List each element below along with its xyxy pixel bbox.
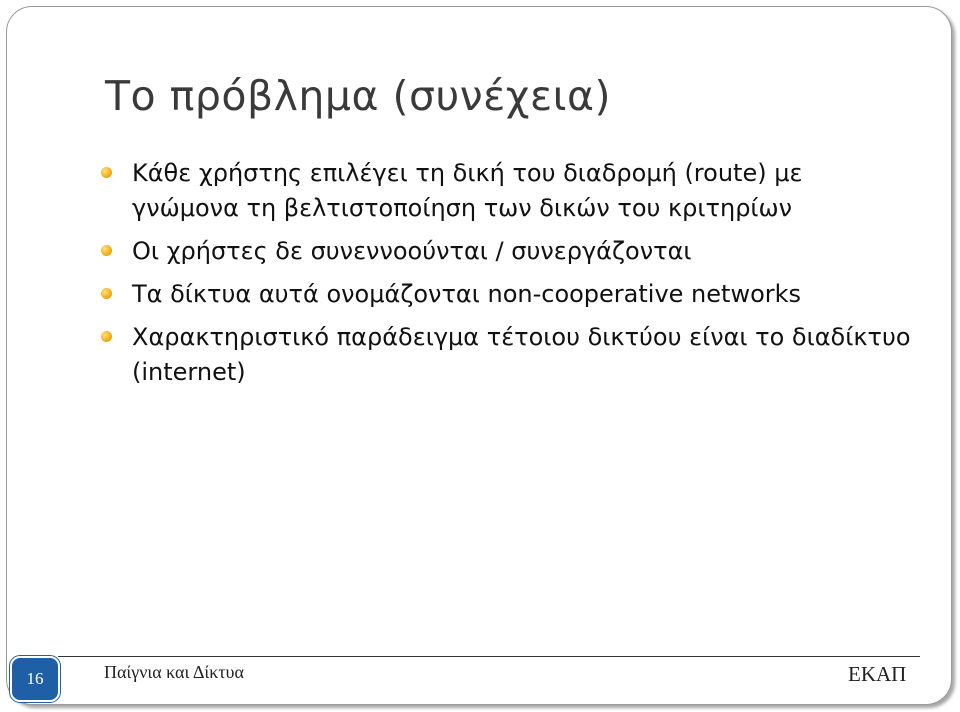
bullet-item: [132, 234, 912, 269]
page-number: 16: [26, 669, 44, 688]
bullet-dot-icon: [101, 331, 112, 342]
page-number-badge: [10, 656, 60, 702]
bullet-item: [132, 156, 912, 226]
bullet-text: Οι χρήστες δε συνεννοούνται / συνεργάζονται: [132, 237, 692, 265]
bullet-text: Κάθε χρήστης επιλέγει τη δική του διαδρομή (route) με γνώμονα τη βελτιστοποίηση των δικών του κριτηρίων: [132, 159, 803, 222]
footer-course-name: Παίγνια και Δίκτυα: [104, 662, 244, 682]
footer-divider: [58, 656, 920, 657]
bullet-text: Χαρακτηριστικό παράδειγμα τέτοιου δικτύου είναι το διαδίκτυο (internet): [132, 323, 911, 386]
bullet-list: [132, 156, 912, 398]
slide-title: Το πρόβλημα (συνέχεια): [105, 72, 612, 120]
bullet-item: [132, 320, 912, 390]
footer-org: ΕΚΑΠ: [848, 662, 907, 686]
bullet-text: Τα δίκτυα αυτά ονομάζονται non-cooperative networks: [132, 280, 802, 308]
bullet-dot-icon: [101, 167, 112, 178]
bullet-dot-icon: [101, 245, 112, 256]
bullet-item: [132, 277, 912, 312]
bullet-dot-icon: [101, 288, 112, 299]
